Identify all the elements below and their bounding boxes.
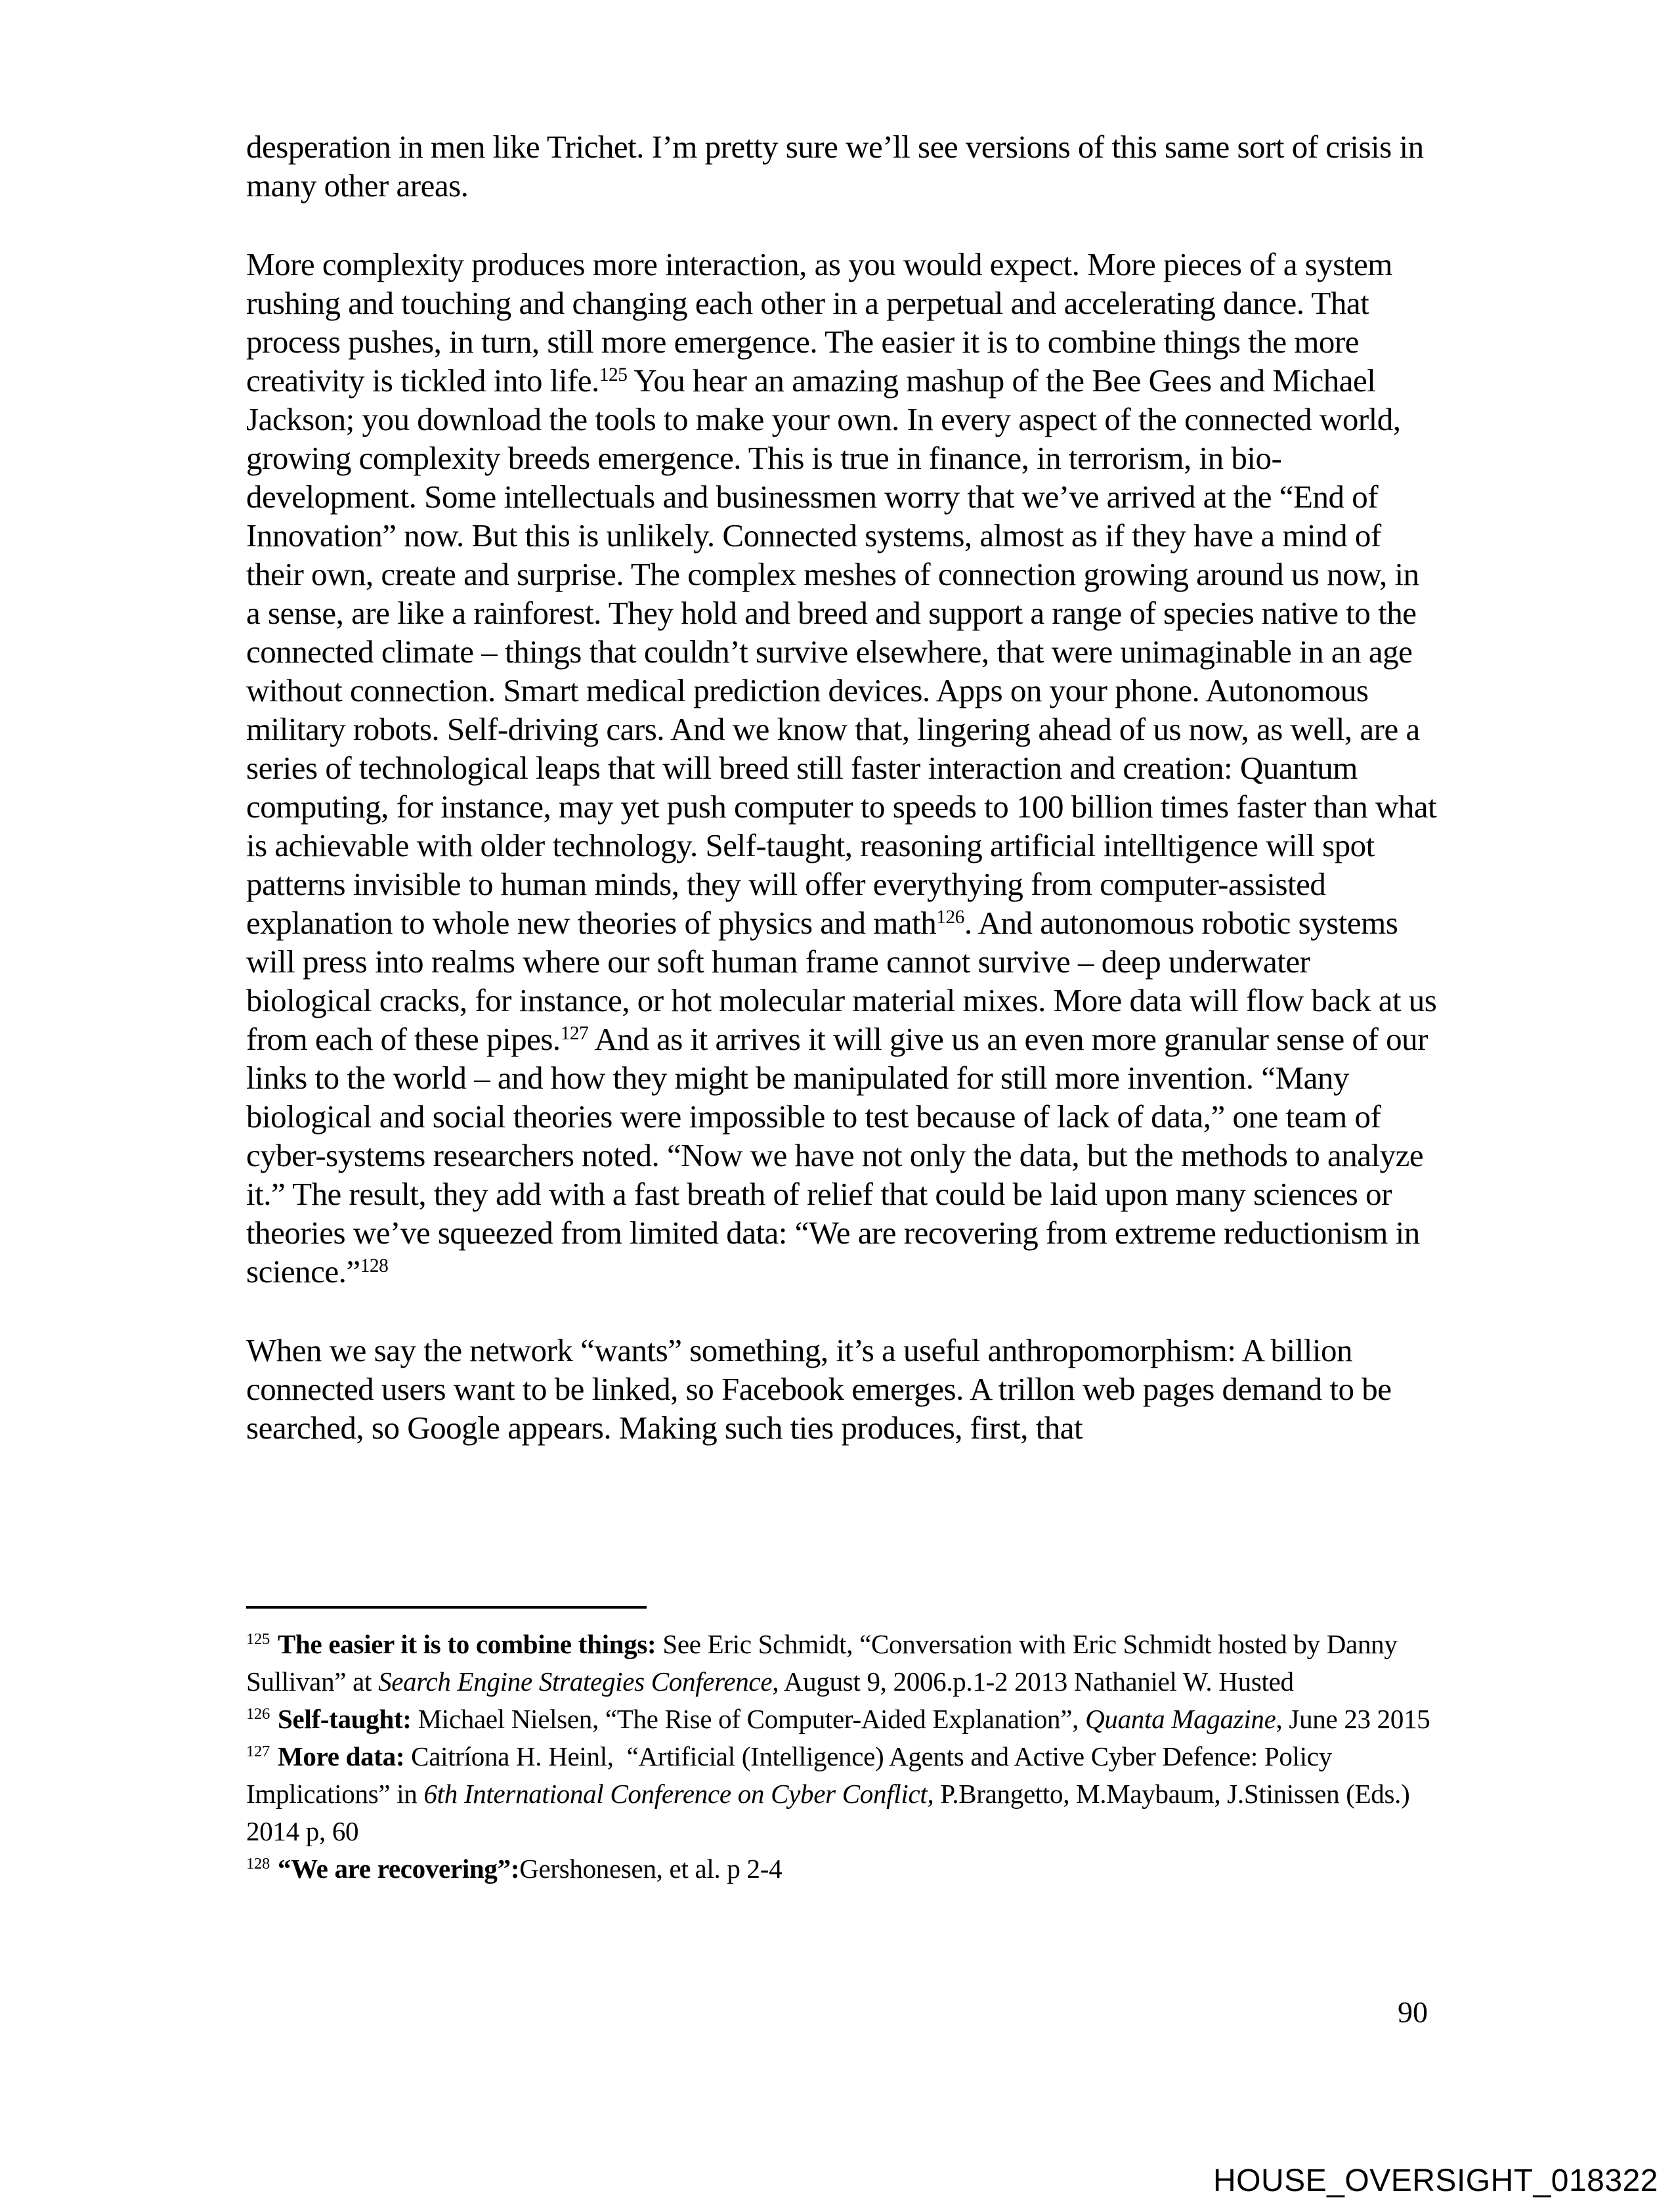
footnote-number: 127 bbox=[246, 1743, 270, 1761]
footnote-text-2: , June 23 2015 bbox=[1276, 1704, 1430, 1734]
footnote-number: 126 bbox=[246, 1705, 270, 1724]
footnote-text: Gershonesen, et al. p 2-4 bbox=[519, 1854, 783, 1884]
page-number: 90 bbox=[1398, 1995, 1428, 2029]
paragraph-3 bbox=[246, 1331, 1438, 1447]
paragraph-2-text-4: And as it arrives it will give us an even more granular sense of our links to the world – and how they might be manipulated for still more invention. “Many biological and social theories were impossible to test because of lack of data,” one team of cyber-systems researchers noted. “Now we have not only the data, but the methods to analyze it.” The result, they add with a fast breath of relief that could be laid upon many sciences or theories we’ve squeezed from limited data: “We are recovering from extreme reductionism in science.” bbox=[246, 1021, 1436, 1290]
footnote-term: “We are recovering”: bbox=[278, 1854, 520, 1884]
footnote-text-2: , August 9, 2006.p.1-2 2013 Nathaniel W. Husted bbox=[772, 1666, 1294, 1697]
footnote-ref-125: 125 bbox=[599, 364, 628, 385]
footnote-source-italic: Search Engine Strategies Conference bbox=[378, 1666, 773, 1697]
page-body-text bbox=[246, 127, 1445, 1447]
paragraph-2-text-1: More complexity produces more interaction, as you would expect. More pieces of a system rushing and touching and changing each other in a perpetual and accelerating dance. That process pushes, in turn, still more emergence. The easier it is to combine things the more creativity is tickled into life. bbox=[246, 246, 1400, 399]
paragraph-3-text: When we say the network “wants” something, it’s a useful anthropomorphism: A billion connected users want to be linked, so Facebook emerges. A trillon web pages demand to be searched, so Google appears. Making such ties produces, first, that bbox=[246, 1332, 1400, 1446]
footnote-ref-128: 128 bbox=[360, 1255, 389, 1276]
footnote-text: Caitríona H. Heinl, “Artificial (Intelligence) Agents and Active Cyber Defence: Policy Implications” in bbox=[246, 1741, 1339, 1809]
footnote-text: See Eric Schmidt, “Conversation with Eric Schmidt hosted by Danny Sullivan” at bbox=[246, 1629, 1404, 1697]
footnote-126 bbox=[246, 1701, 1438, 1738]
footnote-term: More data: bbox=[278, 1741, 405, 1771]
footnote-separator bbox=[246, 1606, 647, 1609]
footnote-127 bbox=[246, 1738, 1438, 1850]
footnote-128 bbox=[246, 1850, 1438, 1888]
paragraph-2-text-3: . And autonomous robotic systems will press into realms where our soft human frame cannot survive – deep underwater biological cracks, for instance, or hot molecular material mixes. More data will flow back at us from each of these pipes. bbox=[246, 905, 1445, 1057]
footnote-number: 128 bbox=[246, 1855, 270, 1873]
paragraph-1 bbox=[246, 127, 1438, 205]
paragraph-2 bbox=[246, 245, 1445, 1291]
footnote-source-italic: 6th International Conference on Cyber Conflict, bbox=[423, 1779, 934, 1809]
footnote-text: Michael Nielsen, “The Rise of Computer-Aided Explanation”, bbox=[411, 1704, 1086, 1734]
footnote-ref-126: 126 bbox=[936, 906, 964, 928]
footnote-ref-127: 127 bbox=[560, 1022, 589, 1044]
footnote-source-italic: Quanta Magazine bbox=[1085, 1704, 1276, 1734]
footnote-term: Self-taught: bbox=[278, 1704, 412, 1734]
footnote-125 bbox=[246, 1626, 1438, 1701]
bates-stamp: HOUSE_OVERSIGHT_018322 bbox=[1213, 2163, 1658, 2198]
paragraph-2-text-2: You hear an amazing mashup of the Bee Gees and Michael Jackson; you download the tools to make your own. In every aspect of the connected world, growing complexity breeds emergence. This is true in finance, in terrorism, in bio-development. Some intellectuals and businessmen worry that we’ve arrived at the “End of Innovation” now. But this is unlikely. Connected systems, almost as if they have a mind of their own, create and surprise. The complex meshes of connection growing around us now, in a sense, are like a rainforest. They hold and breed and support a range of species native to the connected climate – things that couldn’t survive elsewhere, that were unimaginable in an age without connection. Smart medical prediction devices. Apps on your phone. Autonomous military robots. Self-driving cars. And we know that, lingering ahead of us now, as well, are a series of technological leaps that will breed still faster interaction and creation: Quantum computing, for instance, may yet push computer to speeds to 100 billion times faster than what is achievable with older technology. Self-taught, reasoning artificial intelltigence will spot patterns invisible to human minds, they will offer everythying from computer-assisted explanation to whole new theories of physics and math bbox=[246, 362, 1445, 941]
footnote-number: 125 bbox=[246, 1630, 270, 1649]
footnote-text-2: P.Brangetto, M.Maybaum, J.Stinissen (Eds.) 2014 p, 60 bbox=[246, 1779, 1417, 1846]
footnote-term: The easier it is to combine things: bbox=[278, 1629, 656, 1659]
footnotes-section bbox=[246, 1626, 1438, 1888]
paragraph-1-text: desperation in men like Trichet. I’m pretty sure we’ll see versions of this same sort of crisis in many other areas. bbox=[246, 129, 1432, 204]
